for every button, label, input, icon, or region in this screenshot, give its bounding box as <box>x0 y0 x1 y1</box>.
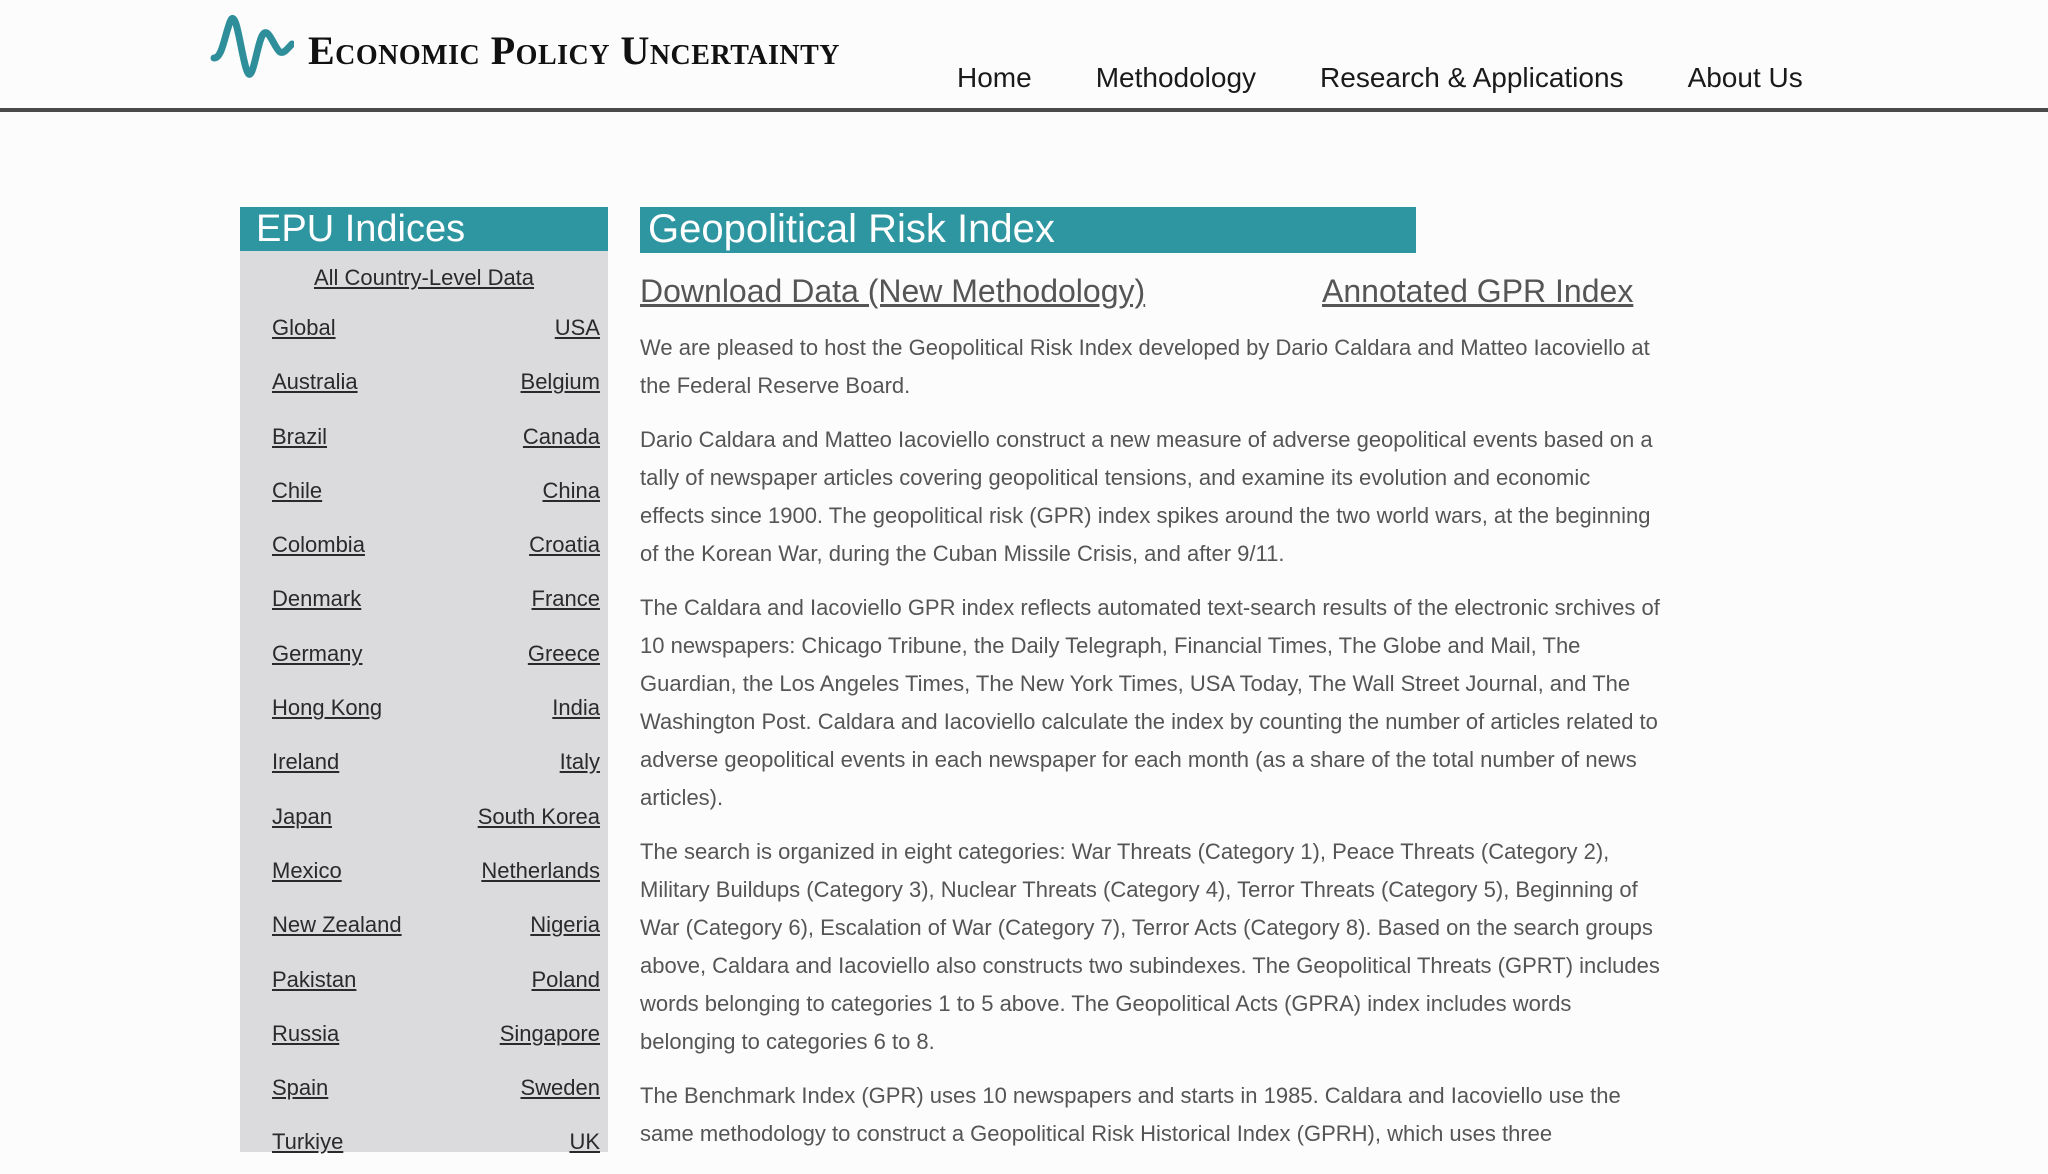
download-data-link[interactable]: Download Data (New Methodology) <box>640 273 1146 309</box>
main-content <box>640 207 1660 1146</box>
nav-research-applications[interactable]: Research & Applications <box>1320 62 1624 93</box>
country-link[interactable]: Australia <box>272 369 358 395</box>
country-link[interactable]: Turkiye <box>272 1129 344 1155</box>
country-link[interactable]: Belgium <box>520 369 600 395</box>
country-link[interactable]: Croatia <box>529 532 600 558</box>
country-link[interactable]: Chile <box>272 477 323 503</box>
country-link[interactable]: Sweden <box>520 1075 600 1101</box>
paragraph: We are pleased to host the Geopolitical Risk Index developed by Dario Caldara and Matteo Iacoviello at the Federal Reserve Board. <box>640 335 1650 398</box>
country-row <box>272 576 600 630</box>
country-link[interactable]: UK <box>569 1129 600 1155</box>
site-logo[interactable] <box>210 8 840 92</box>
nav-about-us[interactable]: About Us <box>1687 62 1803 93</box>
country-link[interactable]: Greece <box>527 640 600 666</box>
nav-home[interactable]: Home <box>957 62 1032 93</box>
article-body <box>640 329 1660 1169</box>
wave-logo-icon <box>210 8 294 92</box>
site-header <box>0 0 2048 112</box>
country-link[interactable]: Mexico <box>272 857 342 883</box>
country-link[interactable]: Denmark <box>272 586 362 612</box>
country-link[interactable]: Spain <box>272 1075 329 1101</box>
country-row <box>272 794 600 848</box>
epu-indices-sidebar <box>240 207 608 1155</box>
country-list <box>272 305 600 1174</box>
paragraph: The Benchmark Index (GPR) uses 10 newspapers and starts in 1985. Caldara and Iacoviello use the same methodology to construct a Geopolitical Risk Historical Index (GPRH), which uses three <box>640 1083 1621 1146</box>
country-link[interactable]: Colombia <box>272 532 365 558</box>
paragraph: The search is organized in eight categories: War Threats (Category 1), Peace Threats (Category 2), Military Buildups (Category 3), Nuclear Threats (Category 4), Terror Threats (Category 5), Beginning of War (Category 6), Escalation of War (Category 7), Terror Acts (Category 8). Based on the search groups above, Caldara and Iacoviello also constructs two subindexes. The Geopolitical Threats (GPRT) includes words belonging to categories 1 to 5 above. The Geopolitical Acts (GPRA) index includes words belonging to categories 6 to 8. <box>640 839 1660 1054</box>
country-row <box>272 414 600 468</box>
country-row <box>272 522 600 576</box>
country-row <box>272 305 600 359</box>
page-title: Geopolitical Risk Index <box>640 207 1416 253</box>
country-link[interactable]: Nigeria <box>530 912 600 938</box>
country-link[interactable]: France <box>531 586 600 612</box>
country-row <box>272 957 600 1011</box>
country-link[interactable]: India <box>552 695 600 721</box>
country-link[interactable]: Ireland <box>272 749 340 775</box>
country-row <box>272 739 600 793</box>
country-link[interactable]: Brazil <box>272 423 328 449</box>
sidebar-title: EPU Indices <box>240 207 608 251</box>
annotated-gpr-link[interactable]: Annotated GPR Index <box>1322 273 1634 309</box>
main-nav <box>957 62 1867 94</box>
country-row <box>272 1065 600 1119</box>
country-row <box>272 1119 600 1173</box>
country-row <box>272 685 600 739</box>
country-row <box>272 848 600 902</box>
country-link[interactable]: Poland <box>531 966 600 992</box>
country-link[interactable]: Global <box>272 315 336 340</box>
country-link[interactable]: Netherlands <box>481 857 600 883</box>
all-country-data-link[interactable]: All Country-Level Data <box>313 265 535 290</box>
country-row <box>272 359 600 413</box>
paragraph: The Caldara and Iacoviello GPR index reflects automated text-search results of the electronic srchives of 10 newspapers: Chicago Tribune, the Daily Telegraph, Financial Times, The Globe and Mail, The Guardian, the Los Angeles Times, The New York Times, USA Today, The Wall Street Journal, and The Washington Post. Caldara and Iacoviello calculate the index by counting the number of articles related to adverse geopolitical events in each newspaper for each month (as a share of the total number of news articles). <box>640 595 1660 810</box>
country-link[interactable]: Pakistan <box>272 966 357 992</box>
country-link[interactable]: Russia <box>272 1020 340 1046</box>
country-link[interactable]: USA <box>554 315 600 340</box>
country-link[interactable]: Singapore <box>499 1020 600 1046</box>
country-row <box>272 631 600 685</box>
country-link[interactable]: Germany <box>272 640 363 666</box>
country-link[interactable]: Japan <box>272 803 332 829</box>
nav-methodology[interactable]: Methodology <box>1095 62 1257 93</box>
country-row <box>272 902 600 956</box>
country-row <box>272 1011 600 1065</box>
country-link[interactable]: New Zealand <box>272 912 402 938</box>
logo-text: Economic Policy Uncertainty <box>308 27 841 73</box>
country-row <box>272 468 600 522</box>
paragraph: Dario Caldara and Matteo Iacoviello construct a new measure of adverse geopolitical events based on a tally of newspaper articles covering geopolitical tensions, and examine its evolution and economic effects since 1900. The geopolitical risk (GPR) index spikes around the two world wars, at the beginning of the Korean War, during the Cuban Missile Crisis, and after 9/11. <box>640 427 1653 566</box>
country-link[interactable]: Hong Kong <box>272 695 383 721</box>
country-link[interactable]: South Korea <box>477 803 600 829</box>
country-link[interactable]: Canada <box>522 423 600 449</box>
country-link[interactable]: China <box>542 477 600 503</box>
country-link[interactable]: Italy <box>559 749 600 775</box>
